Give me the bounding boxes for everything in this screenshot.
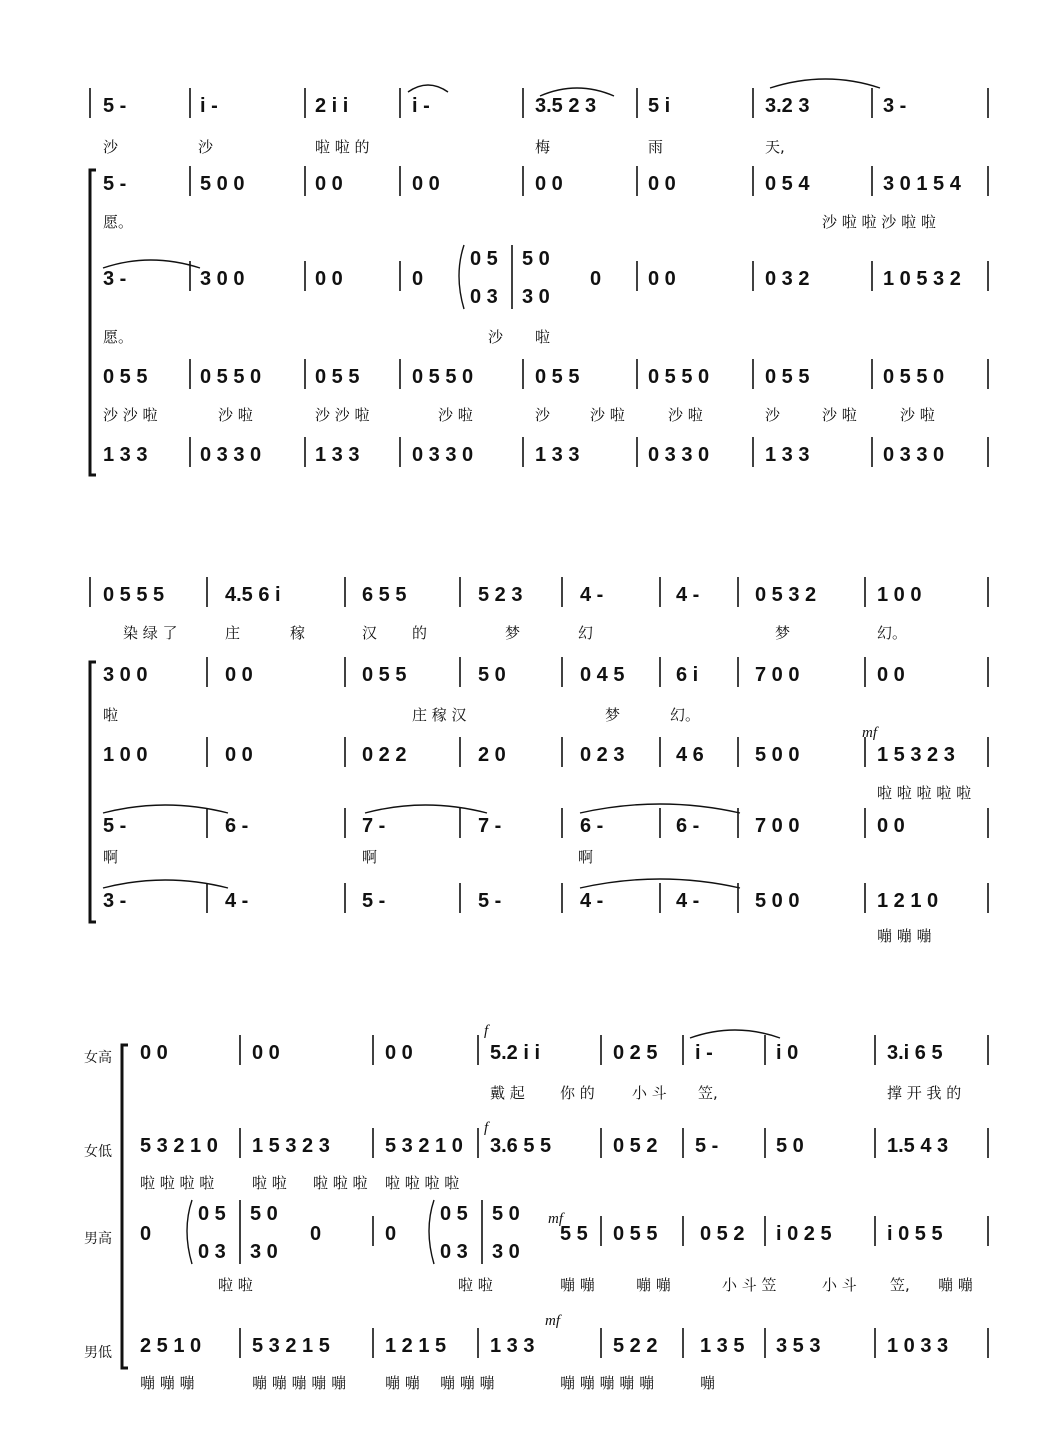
lyric: 啦 啦: [458, 1276, 493, 1294]
note-group: 3 0 1 5 4: [883, 173, 961, 195]
note-group: 5 -: [103, 173, 127, 195]
note-group: 3 -: [883, 95, 907, 117]
note-group: 0 0: [225, 664, 253, 686]
note-group: 5 -: [478, 890, 502, 912]
note-group: 1 5 3 2 3: [877, 744, 955, 766]
lyric: 啦 啦 啦: [313, 1174, 368, 1192]
note-group: 1 2 1 5: [385, 1335, 447, 1357]
lyric: 染 绿 了: [123, 624, 178, 642]
lyric: 沙: [488, 328, 504, 346]
note-group: 0 5 5: [535, 366, 580, 388]
note-group: 5 -: [362, 890, 386, 912]
slur: [365, 805, 487, 813]
divisi-lower: 3 0: [522, 286, 550, 308]
note-group: 6 -: [580, 815, 604, 837]
lyric: 嘣 嘣 嘣 嘣 嘣: [560, 1374, 655, 1392]
lyric: 沙 啦: [668, 406, 703, 424]
voice-label-alto: 女低: [84, 1144, 112, 1160]
note-group: 0 2 3: [580, 744, 625, 766]
slur: [103, 260, 200, 268]
note-group: 6 5 5: [362, 584, 407, 606]
note-group: 4 -: [225, 890, 249, 912]
note-group: 0 5 4: [765, 173, 810, 195]
note-group: 5 0: [776, 1135, 804, 1157]
note-group: 2 i i: [315, 95, 349, 117]
lyric: 幻: [578, 624, 594, 642]
note-group: 0 5 2: [613, 1135, 658, 1157]
note-group: 0 2 5: [613, 1042, 658, 1064]
note-group: 0 0: [648, 173, 676, 195]
lyric: 沙 啦: [590, 406, 625, 424]
lyric: 啦 啦: [218, 1276, 253, 1294]
lyric: 啦: [103, 706, 119, 724]
note-group: 5 0 0: [200, 173, 245, 195]
lyric: 沙: [535, 406, 551, 424]
note-group: 3.6 5 5: [490, 1135, 552, 1157]
lyric: 小 斗 笠: [722, 1276, 777, 1294]
divisi-upper: 0 5: [198, 1203, 226, 1225]
lyric: 愿。: [103, 213, 134, 231]
lyric: 嘣 嘣 嘣: [140, 1374, 195, 1392]
note-group: 0 5 5: [103, 366, 148, 388]
lyric: 梦: [605, 706, 621, 724]
note-group: 5 2 2: [613, 1335, 658, 1357]
system-bracket: [122, 1045, 128, 1368]
lyric: 沙: [198, 138, 214, 156]
note-group: i 0: [776, 1042, 799, 1064]
lyric: 啊: [362, 848, 378, 866]
note-group: i -: [695, 1042, 713, 1064]
note-group: 1 0 3 3: [887, 1335, 949, 1357]
lyric: 庄: [225, 624, 241, 642]
divisi-upper: 0 5: [470, 248, 498, 270]
note-group: 0 0: [535, 173, 563, 195]
note-group: 0 5 5 0: [200, 366, 262, 388]
note-group: 3 -: [103, 890, 127, 912]
lyric: 庄 稼 汉: [412, 706, 467, 724]
divisi-lower: 0 3: [198, 1241, 226, 1263]
lyric: 天,: [765, 138, 785, 156]
note-group: 0 3 2: [765, 268, 810, 290]
lyric: 嘣 嘣: [385, 1374, 420, 1392]
note-group: 1 3 3: [490, 1335, 535, 1357]
note-group: 5 5: [560, 1223, 588, 1245]
lyric: 梦: [505, 624, 521, 642]
divisi-brace: [429, 1200, 434, 1264]
lyric: 沙 沙 啦: [315, 406, 370, 424]
note-group: 7 0 0: [755, 664, 800, 686]
divisi-brace: [187, 1200, 192, 1264]
lyric: 汉: [362, 624, 378, 642]
lyric: 沙 啦: [900, 406, 935, 424]
lyric: 沙 啦: [218, 406, 253, 424]
lyric: 嘣 嘣 嘣 嘣 嘣: [252, 1374, 347, 1392]
note-group: 5 -: [103, 815, 127, 837]
divisi-upper: 5 0: [250, 1203, 278, 1225]
dynamic-mf: mf: [548, 1211, 563, 1227]
note-group: 1 0 0: [103, 744, 148, 766]
note-group: i -: [200, 95, 218, 117]
note-group: 5 3 2 1 0: [140, 1135, 218, 1157]
dynamic-mf: mf: [545, 1313, 560, 1329]
note-group: 3 5 3: [776, 1335, 821, 1357]
lyric: 笠,: [698, 1084, 718, 1102]
lyric: 嘣 嘣 嘣: [440, 1374, 495, 1392]
divisi-upper: 5 0: [492, 1203, 520, 1225]
note-group: 0 3 3 0: [200, 444, 262, 466]
lyric: 你 的: [560, 1084, 595, 1102]
lyric: 雨: [648, 138, 664, 156]
dynamic-f: f: [484, 1023, 489, 1039]
note-group: 1.5 4 3: [887, 1135, 949, 1157]
note-group: 0 5 5: [765, 366, 810, 388]
lyric: 愿。: [103, 328, 134, 346]
note-group: 0 5 5 0: [648, 366, 710, 388]
note-group: 7 -: [478, 815, 502, 837]
note-group: 0 5 2: [700, 1223, 745, 1245]
lyric: 啦 啦 啦 啦: [385, 1174, 460, 1192]
note-group: 4 -: [580, 890, 604, 912]
note-group: 3 -: [103, 268, 127, 290]
lyric: 梅: [535, 138, 551, 156]
note-group: 0 5 5: [613, 1223, 658, 1245]
note-group: 1 5 3 2 3: [252, 1135, 330, 1157]
note-group: 4 6: [676, 744, 704, 766]
note-group: 0 0: [877, 815, 905, 837]
note-group: 5 -: [103, 95, 127, 117]
voice-label-tenor: 男高: [84, 1231, 112, 1247]
slur: [103, 880, 228, 888]
lyric: 嘣 嘣 嘣: [877, 927, 932, 945]
note-group: 1 3 5: [700, 1335, 745, 1357]
note-group: i 0 5 5: [887, 1223, 943, 1245]
note-group: 1 0 5 3 2: [883, 268, 961, 290]
slur: [690, 1030, 780, 1038]
lyric: 啦: [535, 328, 551, 346]
lyric: 啊: [103, 848, 119, 866]
lyric: 啦 啦: [252, 1174, 287, 1192]
note-group: 2 5 1 0: [140, 1335, 202, 1357]
lyric: 嘣 嘣: [560, 1276, 595, 1294]
divisi-lower: 3 0: [492, 1241, 520, 1263]
note-group: 1 3 3: [535, 444, 580, 466]
note-group: 0: [310, 1223, 322, 1245]
note-group: 5 2 3: [478, 584, 523, 606]
note-group: 0 5 5: [362, 664, 407, 686]
note-group: i 0 2 5: [776, 1223, 832, 1245]
note-group: 1 0 0: [877, 584, 922, 606]
lyric: 啦 啦 啦 啦 啦: [877, 784, 972, 802]
voice-label-soprano: 女高: [84, 1050, 112, 1066]
dynamic-mf: mf: [862, 725, 877, 741]
note-group: i -: [412, 95, 430, 117]
note-group: 3.2 3: [765, 95, 810, 117]
note-group: 3.i 6 5: [887, 1042, 943, 1064]
slur: [408, 85, 448, 92]
lyric: 沙: [103, 138, 119, 156]
note-group: 0 5 3 2: [755, 584, 817, 606]
lyric: 沙 啦: [438, 406, 473, 424]
slur: [770, 79, 880, 88]
note-group: 3.5 2 3: [535, 95, 597, 117]
note-group: 1 2 1 0: [877, 890, 939, 912]
note-group: 4 -: [676, 890, 700, 912]
lyric: 嘣: [700, 1374, 716, 1392]
note-group: 7 -: [362, 815, 386, 837]
divisi-lower: 0 3: [440, 1241, 468, 1263]
note-group: 5.2 i i: [490, 1042, 541, 1064]
note-group: 0 3 3 0: [883, 444, 945, 466]
note-group: 0 0: [412, 173, 440, 195]
note-group: 0 3 3 0: [412, 444, 474, 466]
note-group: 5 0 0: [755, 890, 800, 912]
note-group: 6 i: [676, 664, 699, 686]
divisi-upper: 0 5: [440, 1203, 468, 1225]
lyric: 沙 啦 啦 沙 啦 啦: [822, 213, 936, 231]
divisi-upper: 5 0: [522, 248, 550, 270]
lyric: 幻。: [877, 624, 908, 642]
note-group: 0 5 5 5: [103, 584, 165, 606]
system-bracket: [90, 662, 96, 922]
note-group: 0 4 5: [580, 664, 625, 686]
note-group: 0 3 3 0: [648, 444, 710, 466]
lyric: 啦 啦 的: [315, 138, 370, 156]
lyric: 啊: [578, 848, 594, 866]
lyric: 稼: [290, 624, 306, 642]
note-group: 1 3 3: [315, 444, 360, 466]
note-group: 6 -: [225, 815, 249, 837]
lyric: 沙 沙 啦: [103, 406, 158, 424]
note-group: 0 2 2: [362, 744, 407, 766]
system-bracket: [90, 170, 96, 475]
note-group: 5 0: [478, 664, 506, 686]
note-group: 0 0: [140, 1042, 168, 1064]
note-group: 4 -: [580, 584, 604, 606]
note-group: 5 -: [695, 1135, 719, 1157]
dynamic-f: f: [484, 1120, 489, 1136]
note-group: 6 -: [676, 815, 700, 837]
note-group: 0: [140, 1223, 152, 1245]
lyric: 沙: [765, 406, 781, 424]
note-group: 5 0 0: [755, 744, 800, 766]
lyric: 小 斗: [632, 1084, 667, 1102]
note-group: 1 3 3: [765, 444, 810, 466]
lyric: 梦: [775, 624, 791, 642]
note-group: 0 0: [385, 1042, 413, 1064]
divisi-lower: 0 3: [470, 286, 498, 308]
note-group: 0 0: [315, 268, 343, 290]
note-group: 0: [385, 1223, 397, 1245]
lyric: 戴 起: [490, 1084, 525, 1102]
lyric: 沙 啦: [822, 406, 857, 424]
note-group: 0 0: [877, 664, 905, 686]
note-group: 0: [412, 268, 424, 290]
note-group: 0: [590, 268, 602, 290]
slur: [103, 805, 228, 813]
note-group: 4.5 6 i: [225, 584, 281, 606]
note-group: 0 0: [225, 744, 253, 766]
lyric: 笠,: [890, 1276, 910, 1294]
divisi-lower: 3 0: [250, 1241, 278, 1263]
note-group: 0 0: [315, 173, 343, 195]
note-group: 0 5 5 0: [412, 366, 474, 388]
note-group: 5 3 2 1 5: [252, 1335, 330, 1357]
divisi-brace: [459, 245, 464, 309]
voice-label-bass: 男低: [84, 1345, 112, 1361]
lyric: 嘣 嘣: [636, 1276, 671, 1294]
note-group: 3 0 0: [103, 664, 148, 686]
note-group: 5 i: [648, 95, 671, 117]
lyric: 幻。: [670, 706, 701, 724]
note-group: 2 0: [478, 744, 506, 766]
note-group: 0 0: [252, 1042, 280, 1064]
lyric: 啦 啦 啦 啦: [140, 1174, 215, 1192]
lyric: 的: [412, 624, 428, 642]
note-group: 5 3 2 1 0: [385, 1135, 463, 1157]
lyric: 小 斗: [822, 1276, 857, 1294]
lyric: 撑 开 我 的: [887, 1084, 962, 1102]
note-group: 7 0 0: [755, 815, 800, 837]
note-group: 0 5 5: [315, 366, 360, 388]
lyric: 嘣 嘣: [938, 1276, 973, 1294]
note-group: 0 5 5 0: [883, 366, 945, 388]
note-group: 3 0 0: [200, 268, 245, 290]
note-group: 0 0: [648, 268, 676, 290]
note-group: 4 -: [676, 584, 700, 606]
note-group: 1 3 3: [103, 444, 148, 466]
